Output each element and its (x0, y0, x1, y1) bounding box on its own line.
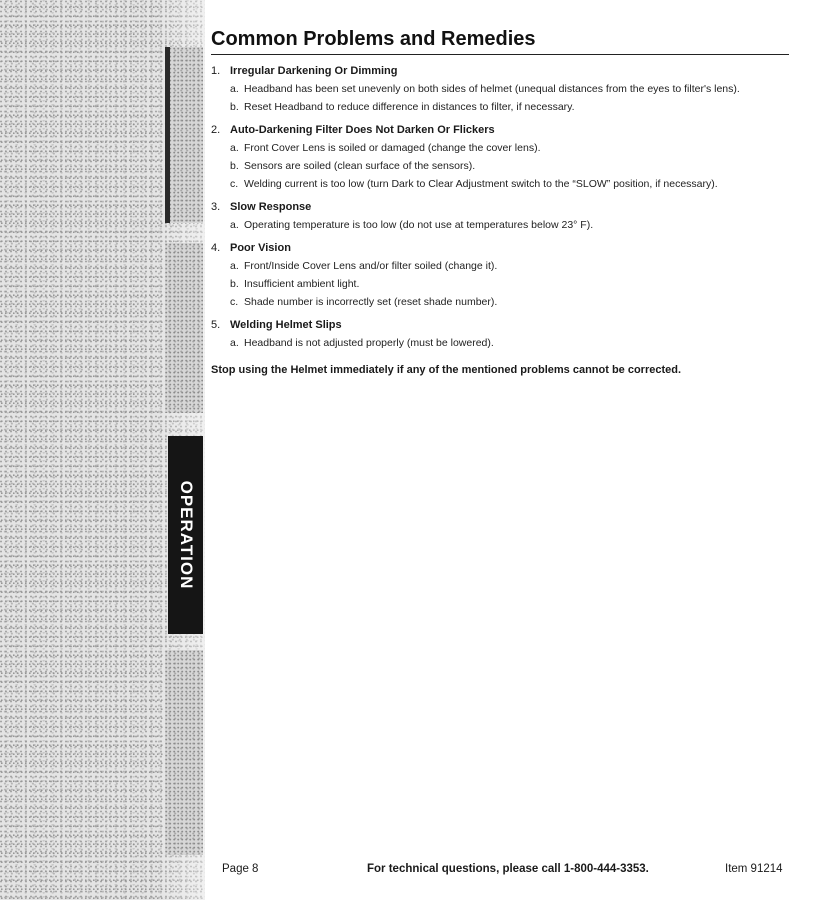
item-number: Item 91214 (725, 863, 783, 875)
remedy-letter: a. (230, 83, 239, 95)
support-phone: For technical questions, please call 1-800-444-3353. (367, 863, 649, 875)
remedy-text: Operating temperature is too low (do not use at temperatures below 23° F). (244, 219, 594, 231)
problems-list (211, 63, 796, 352)
problem-heading-text: Welding Helmet Slips (230, 319, 342, 331)
problem-item (211, 122, 796, 193)
operation-tab-label: OPERATION (176, 480, 196, 590)
remedy-text: Reset Headband to reduce difference in distances to filter, if necessary. (244, 101, 575, 113)
problem-heading-text: Poor Vision (230, 242, 291, 254)
remedy-letter: a. (230, 219, 239, 231)
remedy-letter: b. (230, 101, 239, 113)
remedy-item (211, 139, 796, 157)
section-tab-2 (165, 243, 203, 413)
page-number: Page 8 (222, 863, 259, 875)
remedy-item (211, 157, 796, 175)
page-title: Common Problems and Remedies (211, 28, 536, 50)
problem-heading (211, 122, 796, 139)
tab-edge-bar (165, 47, 170, 223)
problem-heading (211, 63, 796, 80)
remedy-text: Insufficient ambient light. (244, 278, 360, 290)
remedy-text: Welding current is too low (turn Dark to Clear Adjustment switch to the “SLOW” position, if necessary). (244, 178, 718, 190)
problem-item (211, 63, 796, 116)
problem-number: 1. (211, 65, 221, 77)
remedy-letter: a. (230, 260, 239, 272)
remedy-letter: c. (230, 178, 239, 190)
problem-heading (211, 317, 796, 334)
problem-number: 3. (211, 201, 221, 213)
title-rule (211, 54, 789, 55)
operation-tab (168, 436, 203, 634)
problem-heading (211, 199, 796, 216)
remedy-item (211, 216, 796, 234)
problem-item (211, 317, 796, 352)
section-tab-top (165, 47, 203, 223)
section-tab-4 (165, 650, 203, 855)
remedy-item (211, 80, 796, 98)
remedy-text: Front/Inside Cover Lens and/or filter soiled (change it). (244, 260, 498, 272)
remedy-item (211, 175, 796, 193)
remedy-text: Headband has been set unevenly on both sides of helmet (unequal distances from the eyes to filter's lens). (244, 83, 740, 95)
problem-number: 4. (211, 242, 221, 254)
remedy-letter: b. (230, 278, 239, 290)
remedy-text: Headband is not adjusted properly (must be lowered). (244, 337, 494, 349)
remedy-letter: a. (230, 337, 239, 349)
problem-item (211, 199, 796, 234)
problem-number: 5. (211, 319, 221, 331)
remedy-item (211, 98, 796, 116)
remedy-item (211, 257, 796, 275)
remedy-text: Front Cover Lens is soiled or damaged (change the cover lens). (244, 142, 541, 154)
remedy-item (211, 293, 796, 311)
problem-heading-text: Slow Response (230, 201, 312, 213)
problem-number: 2. (211, 124, 221, 136)
remedy-letter: a. (230, 142, 239, 154)
remedy-text: Shade number is incorrectly set (reset shade number). (244, 296, 498, 308)
remedy-letter: c. (230, 296, 239, 308)
remedy-item (211, 275, 796, 293)
remedy-item (211, 334, 796, 352)
problem-heading-text: Irregular Darkening Or Dimming (230, 65, 398, 77)
remedy-letter: b. (230, 160, 239, 172)
stop-warning: Stop using the Helmet immediately if any of the mentioned problems cannot be corrected. (211, 364, 682, 376)
problem-heading-text: Auto-Darkening Filter Does Not Darken Or Flickers (230, 124, 495, 136)
remedy-text: Sensors are soiled (clean surface of the sensors). (244, 160, 476, 172)
problem-heading (211, 240, 796, 257)
problem-item (211, 240, 796, 311)
